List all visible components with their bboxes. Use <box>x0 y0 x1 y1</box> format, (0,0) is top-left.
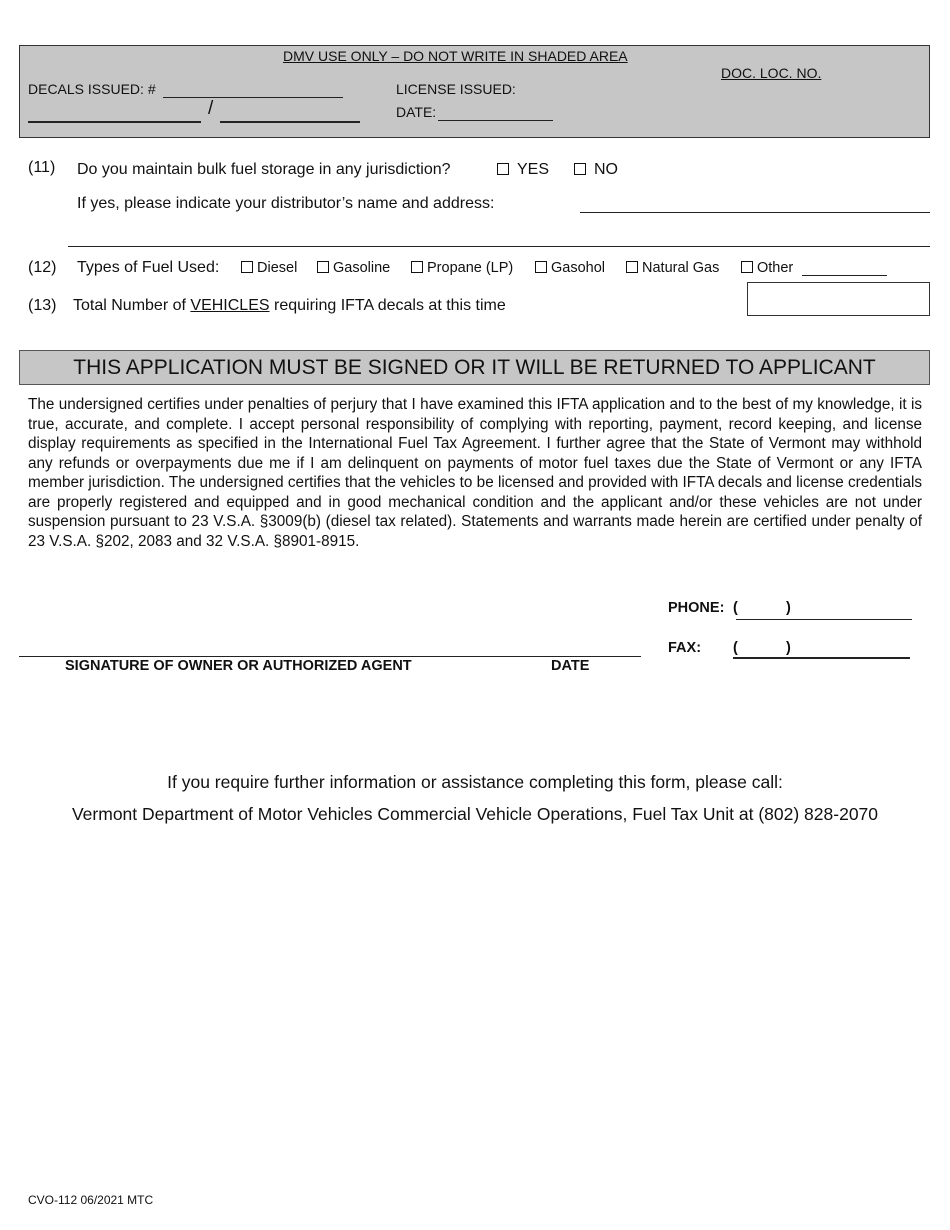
fuel-option-label: Diesel <box>257 260 298 276</box>
license-date-line[interactable] <box>438 120 553 121</box>
fuel-option-label: Natural Gas <box>642 260 720 276</box>
checkbox-icon[interactable] <box>411 261 423 273</box>
dmv-heading: DMV USE ONLY – DO NOT WRITE IN SHADED AREA <box>283 48 628 64</box>
form-number: CVO-112 06/2021 MTC <box>28 1193 154 1207</box>
checkbox-icon[interactable] <box>574 163 586 175</box>
fuel-option-propane[interactable] <box>411 260 513 276</box>
decals-issued-label: DECALS ISSUED: # <box>28 81 156 97</box>
license-issued-label: LICENSE ISSUED: <box>396 81 516 97</box>
fuel-other-line[interactable] <box>802 275 887 276</box>
q13-suffix: requiring IFTA decals at this time <box>273 297 506 314</box>
checkbox-icon[interactable] <box>535 261 547 273</box>
decal-range-start-line[interactable] <box>28 121 201 123</box>
checkbox-icon[interactable] <box>317 261 329 273</box>
signature-required-banner: THIS APPLICATION MUST BE SIGNED OR IT WILL BE RETURNED TO APPLICANT <box>19 350 930 385</box>
fuel-option-label: Gasohol <box>551 260 606 276</box>
fuel-option-label: Propane (LP) <box>427 260 514 276</box>
dmv-use-only-box <box>19 45 930 138</box>
fuel-option-label: Other <box>757 260 794 276</box>
decal-range-slash: / <box>208 98 214 119</box>
q13-keyword: VEHICLES <box>190 297 270 314</box>
signature-date-label: DATE <box>551 658 590 674</box>
distributor-line-2[interactable] <box>68 246 930 247</box>
q11-question: Do you maintain bulk fuel storage in any jurisdiction? <box>77 161 451 178</box>
fax-paren-open: ( <box>733 640 738 656</box>
fax-line[interactable] <box>733 657 910 659</box>
checkbox-icon[interactable] <box>626 261 638 273</box>
vehicle-count-input[interactable] <box>747 282 930 316</box>
q12-number: (12) <box>28 259 57 276</box>
q11-number: (11) <box>28 159 56 176</box>
fuel-option-diesel[interactable] <box>241 260 297 276</box>
decal-range-end-line[interactable] <box>220 121 360 123</box>
checkbox-icon[interactable] <box>741 261 753 273</box>
q11-no-label: NO <box>594 161 618 178</box>
distributor-line-1[interactable] <box>580 212 930 213</box>
license-date-label: DATE: <box>396 104 437 120</box>
phone-line[interactable] <box>736 619 912 620</box>
fax-paren-close: ) <box>786 640 791 656</box>
fuel-option-label: Gasoline <box>333 260 391 276</box>
checkbox-icon[interactable] <box>241 261 253 273</box>
decals-issued-line[interactable] <box>163 97 343 98</box>
q13-number: (13) <box>28 297 57 314</box>
phone-paren-open: ( <box>733 600 738 616</box>
q11-yes-label: YES <box>517 161 550 178</box>
fax-label: FAX: <box>668 640 702 656</box>
checkbox-icon[interactable] <box>497 163 509 175</box>
signature-line[interactable] <box>19 656 641 657</box>
fuel-option-gasohol[interactable] <box>535 260 605 276</box>
q11-no-option[interactable] <box>574 161 618 179</box>
doc-loc-label: DOC. LOC. NO. <box>721 65 822 81</box>
certification-statement: The undersigned certifies under penalties of perjury that I have examined this IFTA application and to the best of my knowledge, it is true, accurate, and complete. I accept personal responsibility of complying with reporting, payment, record keeping, and license display requirements as specified in the International Fuel Tax Agreement. I further agree that the State of Vermont may withhold any refunds or overpayments due me if I am delinquent on payments of motor fuel taxes due the State of Vermont or any IFTA member jurisdiction. The undersigned certifies that the vehicles to be licensed and provided with IFTA decals and license credentials are properly registered and equipped and in good mechanical condition and the applicant and/or these vehicles are not under suspension pursuant to 23 V.S.A. §3009(b) (diesel tax related). Statements and warrants made herein are certified under penalty of 23 V.S.A. §202, 2083 and 32 V.S.A. §8901-8915. <box>28 396 922 550</box>
q13-prefix: Total Number of <box>73 297 186 314</box>
fuel-option-natural-gas[interactable] <box>626 260 719 276</box>
signature-label: SIGNATURE OF OWNER OR AUTHORIZED AGENT <box>65 658 412 674</box>
q13-text <box>73 297 506 315</box>
contact-line-2: Vermont Department of Motor Vehicles Commercial Vehicle Operations, Fuel Tax Unit at (802) 828-2070 <box>71 804 879 824</box>
q12-label: Types of Fuel Used: <box>77 259 220 276</box>
contact-line-1: If you require further information or assistance completing this form, please call: <box>167 772 783 792</box>
phone-label: PHONE: <box>668 600 725 616</box>
phone-paren-close: ) <box>786 600 791 616</box>
q11-yes-option[interactable] <box>497 161 549 179</box>
q11-followup: If yes, please indicate your distributor’s name and address: <box>77 195 495 212</box>
fuel-option-other[interactable] <box>741 260 793 276</box>
fuel-option-gasoline[interactable] <box>317 260 390 276</box>
